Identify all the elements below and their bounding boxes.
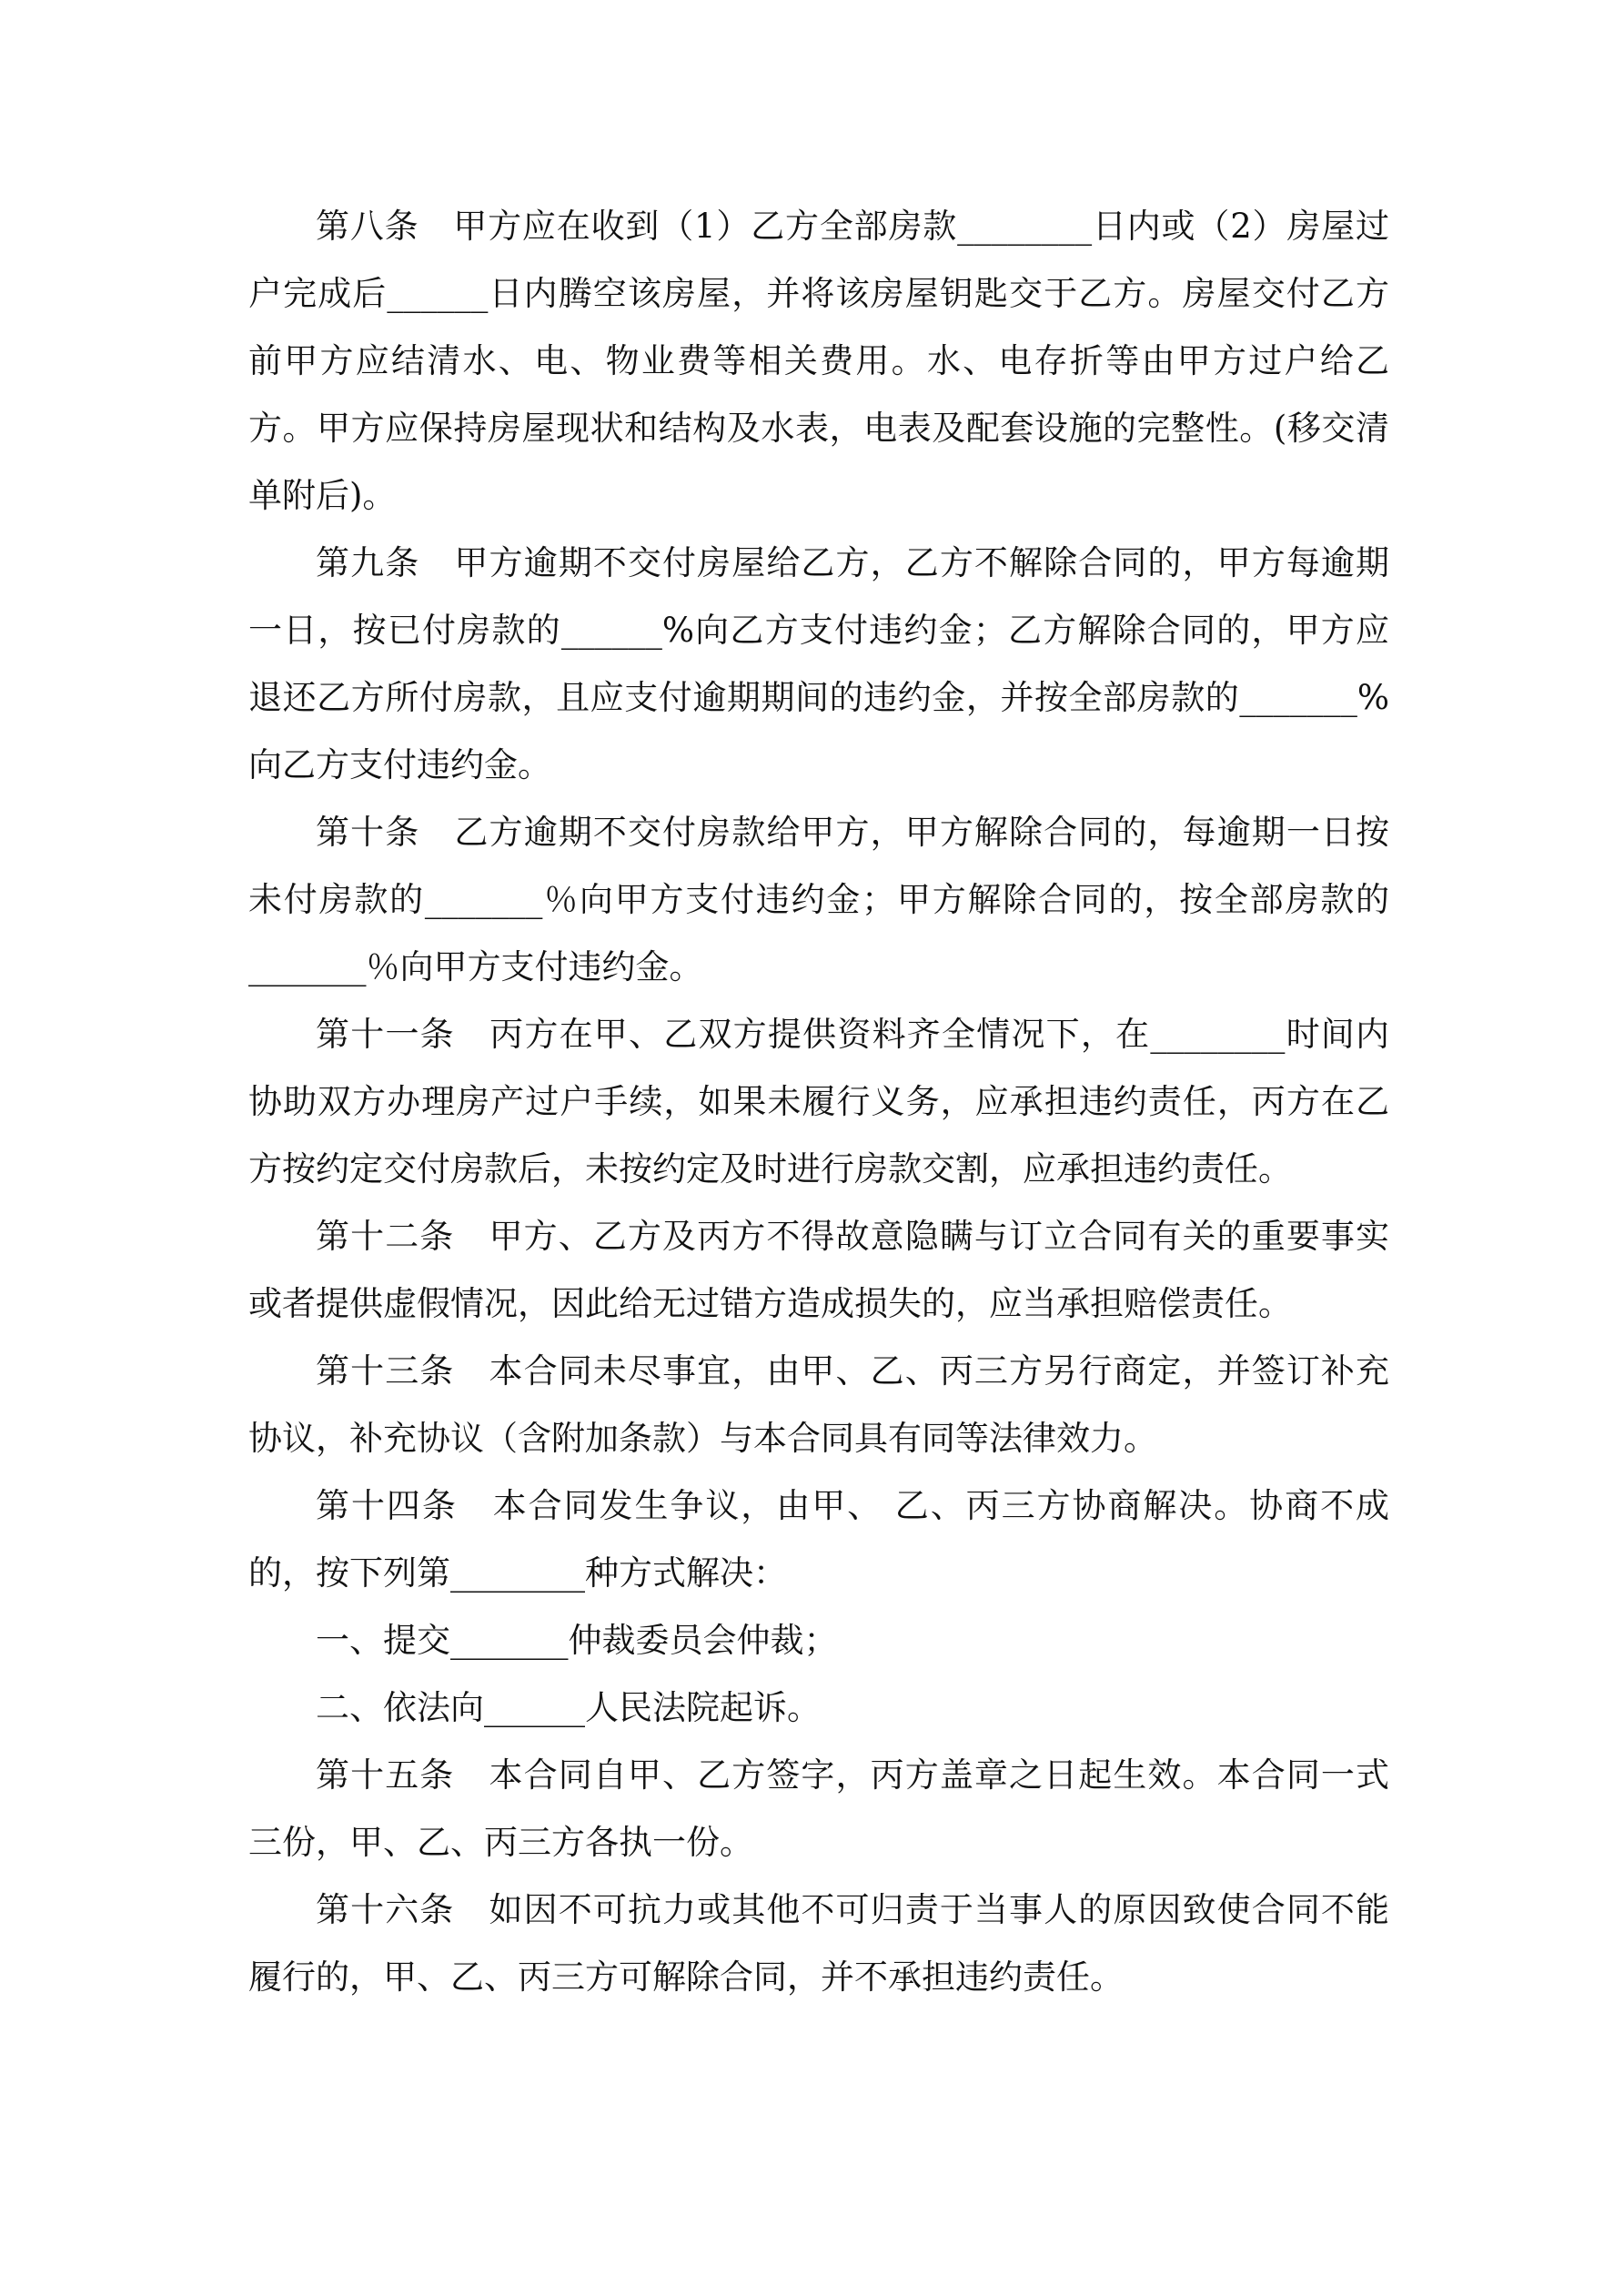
article-text: 本合同未尽事宜，由甲、乙、丙三方另行商定，并签订补充协议，补充协议（含附加条款）与本合同具有同等法律效力。 bbox=[248, 1351, 1390, 1458]
article-text: 甲方逾期不交付房屋给乙方，乙方不解除合同的，甲方每逾期一日，按已付房款的______%向乙方支付违约金；乙方解除合同的，甲方应退还乙方所付房款，且应支付逾期期间的违约金，并按全部房款的_______%向乙方支付违约金。 bbox=[248, 543, 1390, 784]
article-label: 第十五条 bbox=[316, 1755, 455, 1795]
option-arbitration bbox=[248, 1607, 1389, 1674]
article-text: 甲方应在收到（1）乙方全部房款________日内或（2）房屋过户完成后______日内腾空该房屋，并将该房屋钥匙交于乙方。房屋交付乙方前甲方应结清水、电、物业费等相关费用。水、电存折等由甲方过户给乙方。甲方应保持房屋现状和结构及水表，电表及配套设施的完整性。(移交清单附后)。 bbox=[248, 207, 1390, 515]
article-16 bbox=[248, 1876, 1389, 2011]
article-15 bbox=[248, 1742, 1389, 1876]
article-8 bbox=[248, 193, 1389, 530]
option-text: 一、提交_______仲裁委员会仲裁； bbox=[316, 1621, 838, 1660]
article-11 bbox=[248, 1001, 1389, 1203]
article-text: 甲方、乙方及丙方不得故意隐瞒与订立合同有关的重要事实或者提供虚假情况，因此给无过错方造成损失的，应当承担赔偿责任。 bbox=[248, 1217, 1390, 1323]
article-14 bbox=[248, 1472, 1389, 1607]
article-label: 第八条 bbox=[316, 207, 419, 246]
article-text: 乙方逾期不交付房款给甲方，甲方解除合同的，每逾期一日按未付房款的_______％向甲方支付违约金；甲方解除合同的，按全部房款的_______％向甲方支付违约金。 bbox=[248, 813, 1390, 986]
article-12 bbox=[248, 1203, 1389, 1338]
article-10 bbox=[248, 799, 1389, 1001]
contract-page bbox=[248, 193, 1389, 2011]
article-text: 本合同自甲、乙方签字，丙方盖章之日起生效。本合同一式三份，甲、乙、丙三方各执一份。 bbox=[248, 1755, 1390, 1862]
article-label: 第十四条 bbox=[316, 1486, 458, 1525]
article-label: 第十三条 bbox=[316, 1351, 455, 1391]
article-9 bbox=[248, 530, 1389, 799]
option-court bbox=[248, 1674, 1389, 1742]
article-text: 如因不可抗力或其他不可归责于当事人的原因致使合同不能履行的，甲、乙、丙三方可解除合同，并不承担违约责任。 bbox=[248, 1890, 1390, 1997]
article-13 bbox=[248, 1338, 1389, 1472]
article-label: 第十一条 bbox=[316, 1015, 455, 1054]
article-label: 第九条 bbox=[316, 543, 420, 582]
article-text: 丙方在甲、乙双方提供资料齐全情况下，在________时间内协助双方办理房产过户手续，如果未履行义务，应承担违约责任，丙方在乙方按约定交付房款后，未按约定及时进行房款交割，应承担违约责任。 bbox=[248, 1015, 1390, 1188]
article-text: 本合同发生争议，由甲、 乙、丙三方协商解决。协商不成的，按下列第________种方式解决： bbox=[248, 1486, 1390, 1593]
article-label: 第十条 bbox=[316, 813, 420, 852]
option-text: 二、依法向______人民法院起诉。 bbox=[316, 1688, 821, 1727]
article-label: 第十六条 bbox=[316, 1890, 455, 1929]
article-label: 第十二条 bbox=[316, 1217, 455, 1256]
